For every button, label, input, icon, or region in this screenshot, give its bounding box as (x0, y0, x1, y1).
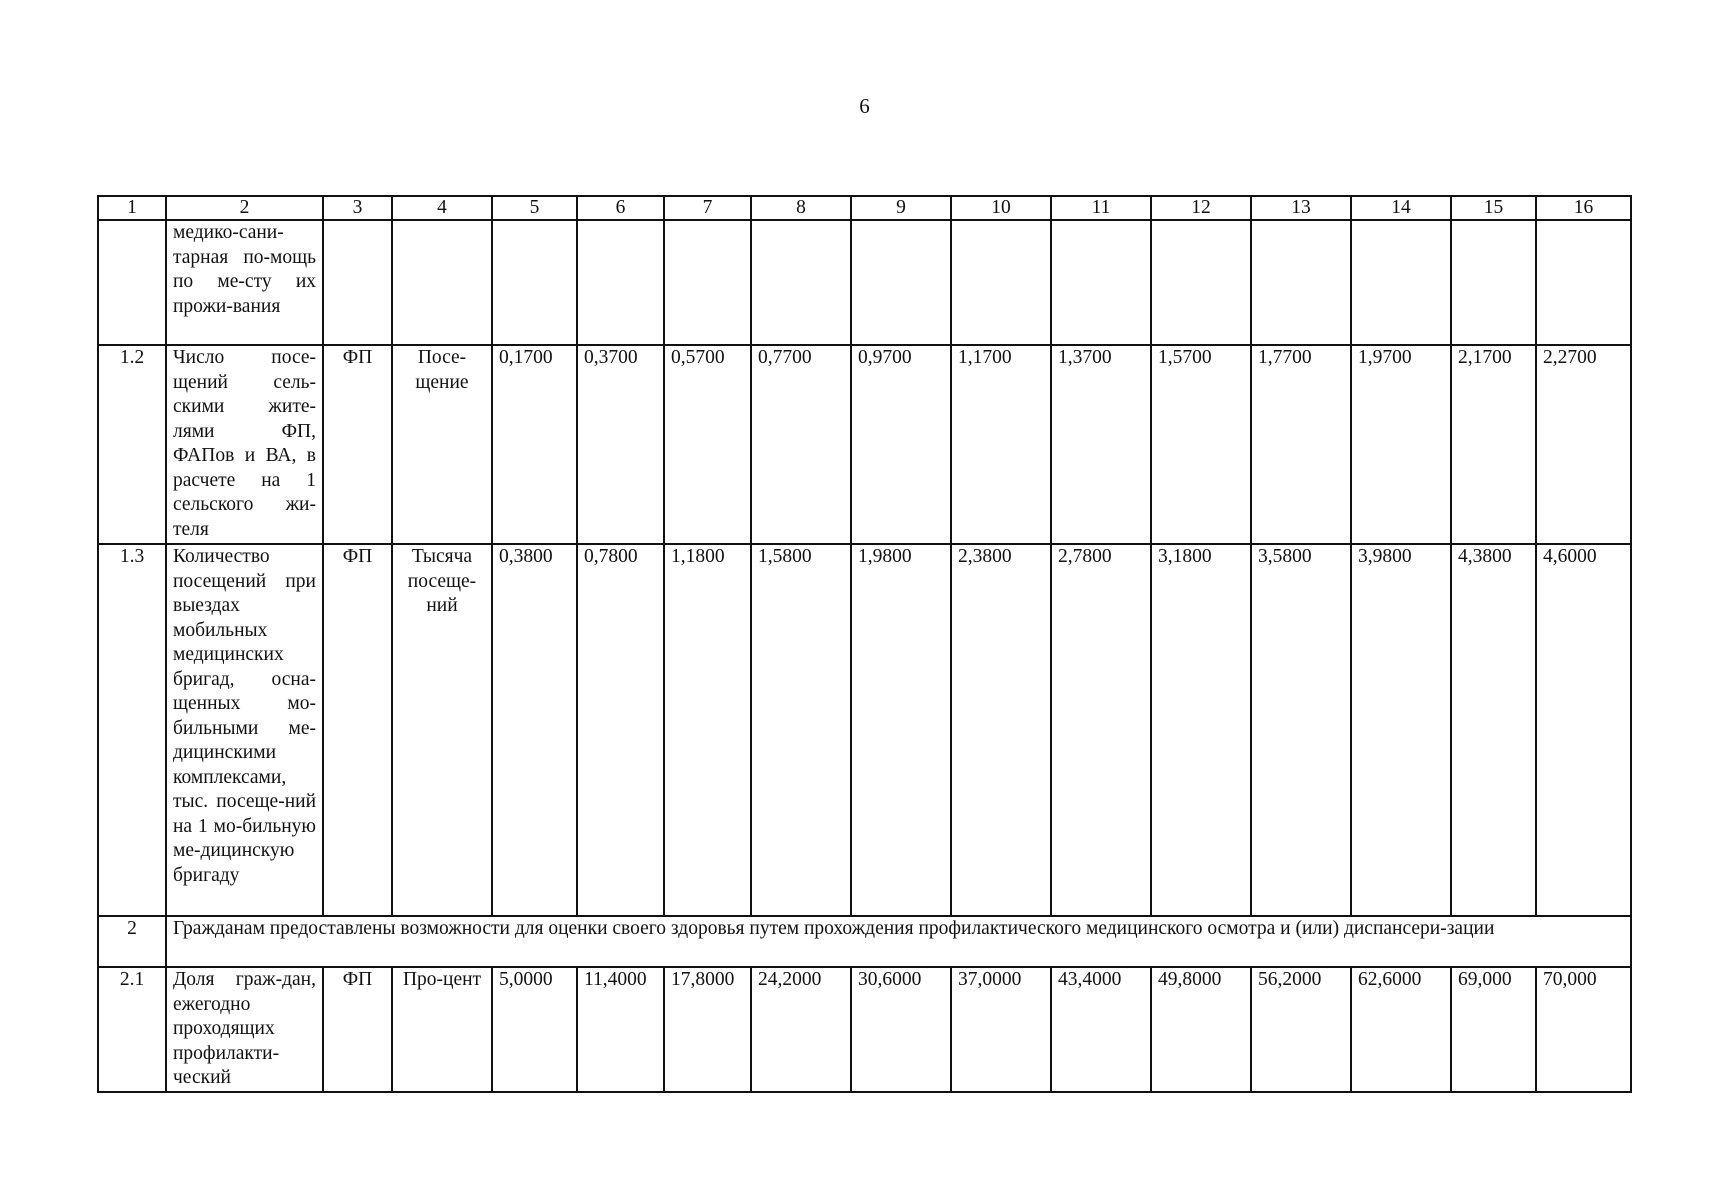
value-cell: 1,7700 (1251, 345, 1351, 544)
column-header: 11 (1051, 196, 1151, 220)
column-header: 3 (323, 196, 392, 220)
value-cell: 11,4000 (577, 967, 664, 1092)
value-cell (1451, 220, 1536, 345)
table-row (98, 345, 1631, 544)
value-cell: 2,3800 (951, 544, 1051, 916)
value-cell: 1,1700 (951, 345, 1051, 544)
value-cell: 30,6000 (851, 967, 951, 1092)
page-number: 6 (859, 94, 870, 118)
value-cell: 1,3700 (1051, 345, 1151, 544)
indicator-source: ФП (323, 345, 392, 544)
value-cell: 2,1700 (1451, 345, 1536, 544)
column-header: 16 (1536, 196, 1631, 220)
value-cell: 4,3800 (1451, 544, 1536, 916)
value-cell: 3,9800 (1351, 544, 1451, 916)
value-cell (1251, 220, 1351, 345)
value-cell: 69,000 (1451, 967, 1536, 1092)
value-cell (751, 220, 851, 345)
section-row (98, 916, 1631, 967)
indicator-name: Число посе-щений сель-скими жите-лями ФП, ФАПов и ВА, в расчете на 1 сельского жи-теля (166, 345, 323, 544)
value-cell: 17,8000 (664, 967, 751, 1092)
table-header-row (98, 196, 1631, 220)
value-cell (492, 220, 577, 345)
indicator-source (323, 220, 392, 345)
value-cell: 0,1700 (492, 345, 577, 544)
row-number (98, 220, 166, 345)
value-cell: 43,4000 (1051, 967, 1151, 1092)
row-number: 2.1 (98, 967, 166, 1092)
value-cell (1536, 220, 1631, 345)
value-cell: 37,0000 (951, 967, 1051, 1092)
column-header: 7 (664, 196, 751, 220)
section-number: 2 (98, 916, 166, 967)
indicator-name: Количество посещений при выездах мобильных медицинских бригад, осна-щенных мо-бильными ме-дицинскими комплексами, тыс. посеще-ний на 1 мо-бильную ме-дицинскую бригаду (166, 544, 323, 916)
unit-of-measure: Посе-щение (392, 345, 492, 544)
column-header: 9 (851, 196, 951, 220)
value-cell: 0,3700 (577, 345, 664, 544)
value-cell: 70,000 (1536, 967, 1631, 1092)
section-title: Гражданам предоставлены возможности для оценки своего здоровья путем прохождения профилактического медицинского осмотра и (или) диспансери-зации (166, 916, 1631, 967)
column-header: 2 (166, 196, 323, 220)
column-header: 14 (1351, 196, 1451, 220)
value-cell: 5,0000 (492, 967, 577, 1092)
value-cell: 1,5700 (1151, 345, 1251, 544)
value-cell: 4,6000 (1536, 544, 1631, 916)
value-cell: 0,5700 (664, 345, 751, 544)
value-cell: 24,2000 (751, 967, 851, 1092)
indicator-source: ФП (323, 967, 392, 1092)
column-header: 10 (951, 196, 1051, 220)
unit-of-measure (392, 220, 492, 345)
value-cell (664, 220, 751, 345)
value-cell: 1,5800 (751, 544, 851, 916)
table-row (98, 967, 1631, 1092)
row-number: 1.2 (98, 345, 166, 544)
column-header: 6 (577, 196, 664, 220)
table-row (98, 220, 1631, 345)
value-cell: 1,9700 (1351, 345, 1451, 544)
column-header: 1 (98, 196, 166, 220)
value-cell: 0,9700 (851, 345, 951, 544)
value-cell: 2,2700 (1536, 345, 1631, 544)
value-cell: 2,7800 (1051, 544, 1151, 916)
column-header: 13 (1251, 196, 1351, 220)
value-cell (1151, 220, 1251, 345)
unit-of-measure: Тысяча посеще-ний (392, 544, 492, 916)
indicators-table (97, 195, 1632, 1093)
column-header: 8 (751, 196, 851, 220)
value-cell: 0,7700 (751, 345, 851, 544)
column-header: 15 (1451, 196, 1536, 220)
value-cell: 0,3800 (492, 544, 577, 916)
value-cell: 49,8000 (1151, 967, 1251, 1092)
value-cell (1051, 220, 1151, 345)
value-cell (851, 220, 951, 345)
table-row (98, 544, 1631, 916)
value-cell: 62,6000 (1351, 967, 1451, 1092)
value-cell (1351, 220, 1451, 345)
value-cell: 1,9800 (851, 544, 951, 916)
column-header: 12 (1151, 196, 1251, 220)
value-cell: 3,1800 (1151, 544, 1251, 916)
value-cell: 56,2000 (1251, 967, 1351, 1092)
column-header: 5 (492, 196, 577, 220)
value-cell (951, 220, 1051, 345)
unit-of-measure: Про-цент (392, 967, 492, 1092)
column-header: 4 (392, 196, 492, 220)
value-cell: 1,1800 (664, 544, 751, 916)
indicator-source: ФП (323, 544, 392, 916)
value-cell (577, 220, 664, 345)
row-number: 1.3 (98, 544, 166, 916)
value-cell: 3,5800 (1251, 544, 1351, 916)
indicator-name: медико-сани-тарная по-мощь по ме-сту их прожи-вания (166, 220, 323, 345)
value-cell: 0,7800 (577, 544, 664, 916)
indicator-name: Доля граж-дан, ежегодно проходящих профилакти-ческий (166, 967, 323, 1092)
